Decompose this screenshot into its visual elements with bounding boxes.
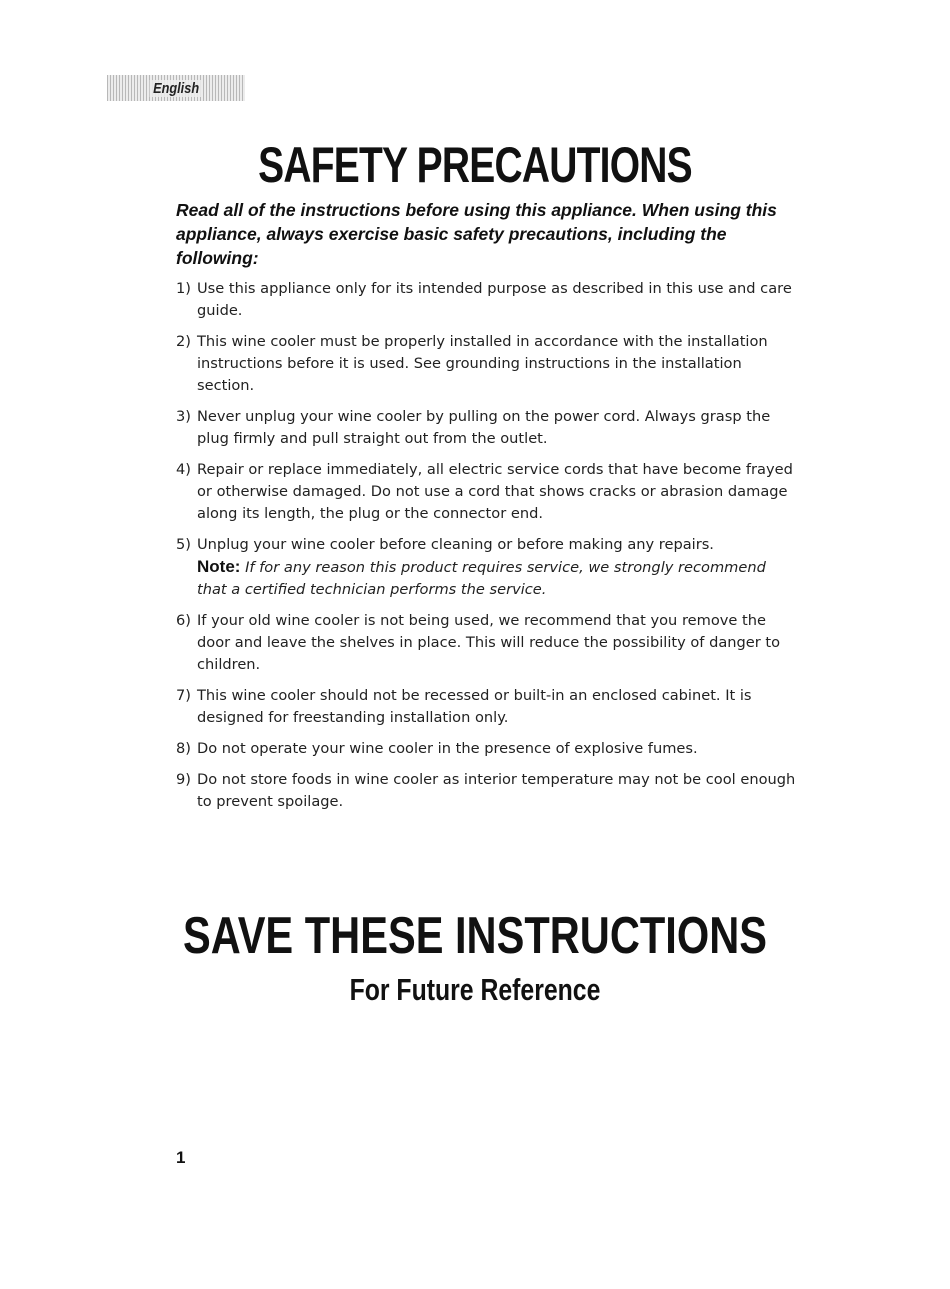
item-number: 5) bbox=[176, 536, 191, 553]
item-number: 8) bbox=[176, 740, 191, 757]
list-item bbox=[176, 534, 796, 601]
list-item bbox=[176, 459, 796, 525]
save-instructions-heading: SAVE THESE INSTRUCTIONS bbox=[182, 907, 768, 965]
note-text: If for any reason this product requires service, we strongly recommend that a certified technician performs the service. bbox=[197, 559, 766, 598]
language-tab bbox=[107, 75, 245, 101]
list-item bbox=[176, 610, 796, 676]
list-item bbox=[176, 331, 796, 397]
list-item bbox=[176, 685, 796, 729]
item-text: If your old wine cooler is not being used, we recommend that you remove the door and leave the shelves in place. This will reduce the possibility of danger to children. bbox=[197, 612, 781, 673]
page-title: SAFETY PRECAUTIONS bbox=[258, 137, 692, 193]
list-item bbox=[176, 769, 796, 813]
item-text: Do not store foods in wine cooler as interior temperature may not be cool enough to prevent spoilage. bbox=[197, 771, 796, 810]
item-number: 7) bbox=[176, 687, 191, 704]
list-item bbox=[176, 278, 796, 322]
item-text: This wine cooler should not be recessed or built-in an enclosed cabinet. It is designed for freestanding installation only. bbox=[197, 687, 752, 726]
note-label: Note: bbox=[197, 557, 241, 576]
item-number: 4) bbox=[176, 461, 191, 478]
item-number: 9) bbox=[176, 771, 191, 788]
item-number: 3) bbox=[176, 408, 191, 425]
item-text: Do not operate your wine cooler in the presence of explosive fumes. bbox=[197, 740, 698, 757]
item-text: This wine cooler must be properly installed in accordance with the installation instructions before it is used. See grounding instructions in the installation section. bbox=[197, 333, 768, 394]
item-text: Never unplug your wine cooler by pulling on the power cord. Always grasp the plug firmly and pull straight out from the outlet. bbox=[197, 408, 771, 447]
item-number: 1) bbox=[176, 280, 191, 297]
item-number: 6) bbox=[176, 612, 191, 629]
precautions-list bbox=[176, 278, 796, 822]
list-item bbox=[176, 406, 796, 450]
language-tab-label: English bbox=[150, 80, 203, 97]
list-item bbox=[176, 738, 796, 760]
item-text: Use this appliance only for its intended purpose as described in this use and care guide. bbox=[197, 280, 792, 319]
page-number: 1 bbox=[176, 1148, 186, 1167]
save-instructions-subheading: For Future Reference bbox=[349, 972, 601, 1007]
item-text: Unplug your wine cooler before cleaning or before making any repairs. bbox=[197, 536, 714, 553]
item-text: Repair or replace immediately, all electric service cords that have become frayed or otherwise damaged. Do not use a cord that shows cracks or abrasion damage along its length, the plug or the connector end. bbox=[197, 461, 793, 522]
item-number: 2) bbox=[176, 333, 191, 350]
intro-text: Read all of the instructions before using this appliance. When using this appliance, always exercise basic safety precautions, including the following: bbox=[176, 200, 777, 268]
